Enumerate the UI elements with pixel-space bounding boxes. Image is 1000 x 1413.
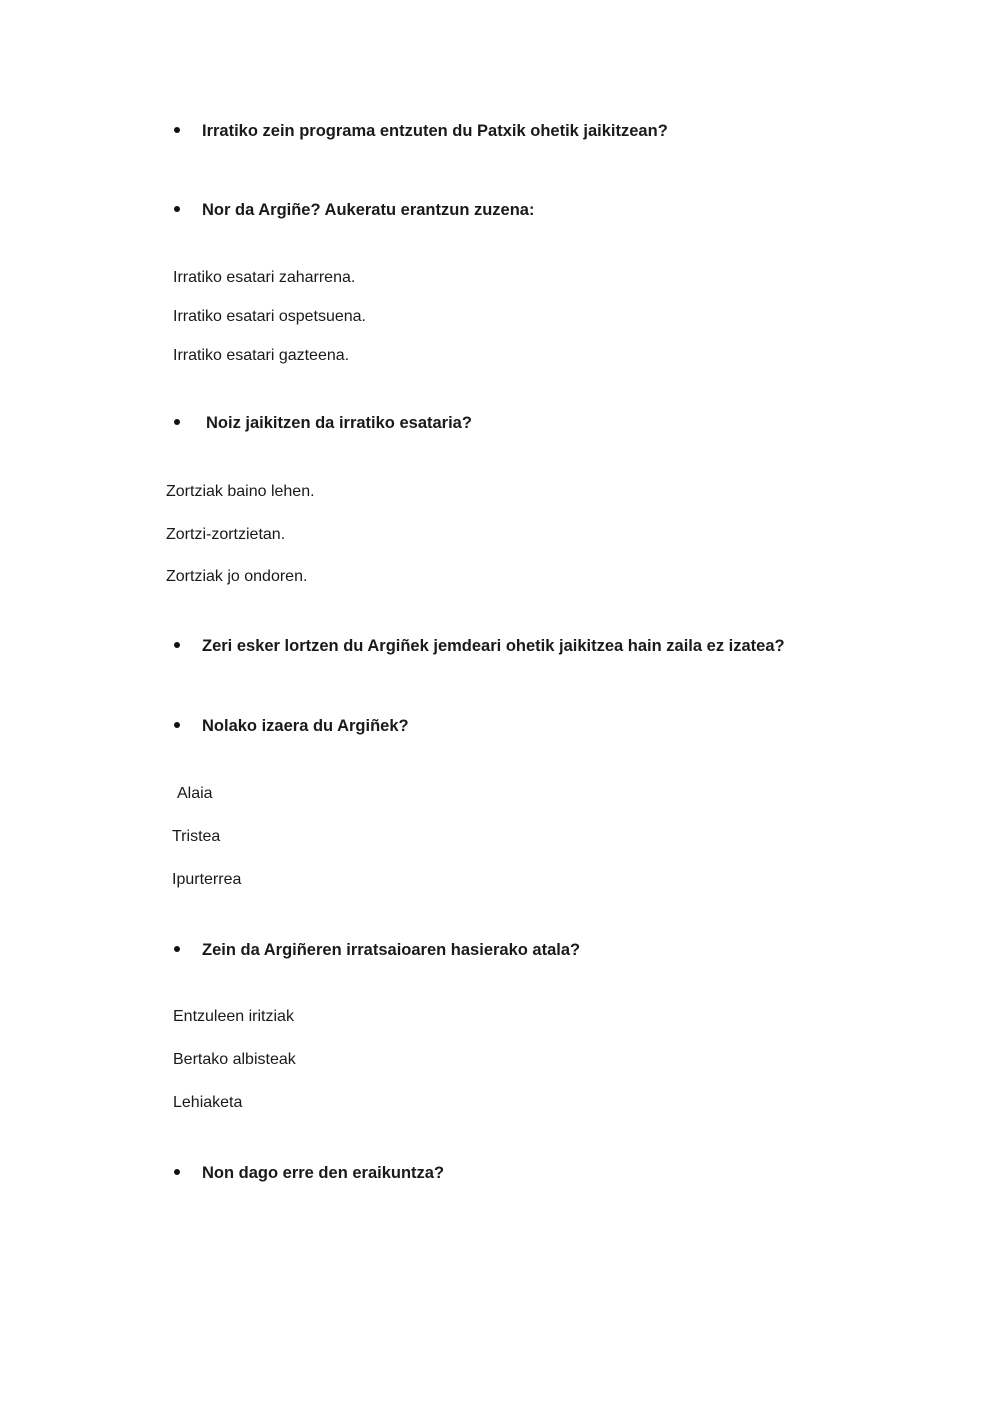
question-6	[174, 940, 580, 960]
bullet-icon	[174, 722, 180, 728]
question-1	[174, 121, 668, 141]
question-1-text: Irratiko zein programa entzuten du Patxik ohetik jaikitzean?	[202, 122, 668, 140]
question-3-option-1: Zortziak baino lehen.	[166, 483, 315, 500]
bullet-icon	[174, 946, 180, 952]
question-2-option-1: Irratiko esatari zaharrena.	[173, 269, 356, 286]
question-6-option-1: Entzuleen iritziak	[173, 1008, 294, 1025]
question-6-option-2: Bertako albisteak	[173, 1051, 296, 1068]
question-2-option-3: Irratiko esatari gazteena.	[173, 347, 350, 364]
question-3-option-2: Zortzi-zortzietan.	[166, 526, 286, 543]
bullet-icon	[174, 1169, 180, 1175]
bullet-icon	[174, 419, 180, 425]
question-2-text: Nor da Argiñe? Aukeratu erantzun zuzena:	[202, 201, 535, 219]
question-5-option-2: Tristea	[172, 828, 221, 845]
question-3-text: Noiz jaikitzen da irratiko esataria?	[206, 414, 472, 432]
question-4-text: Zeri esker lortzen du Argiñek jemdeari ohetik jaikitzea hain zaila ez izatea?	[202, 637, 785, 655]
question-2-option-2: Irratiko esatari ospetsuena.	[173, 308, 366, 325]
question-5-text: Nolako izaera du Argiñek?	[202, 717, 409, 735]
bullet-icon	[174, 206, 180, 212]
question-5-option-3: Ipurterrea	[172, 871, 242, 888]
question-4	[174, 636, 785, 656]
question-6-text: Zein da Argiñeren irratsaioaren hasierako atala?	[202, 941, 581, 959]
question-7-text: Non dago erre den eraikuntza?	[202, 1164, 445, 1182]
question-3	[174, 413, 472, 433]
question-5-option-1: Alaia	[177, 785, 213, 802]
question-7	[174, 1163, 444, 1183]
bullet-icon	[174, 127, 180, 133]
bullet-icon	[174, 642, 180, 648]
question-5	[174, 716, 409, 736]
question-2	[174, 200, 534, 220]
question-3-option-3: Zortziak jo ondoren.	[166, 568, 308, 585]
question-6-option-3: Lehiaketa	[173, 1094, 243, 1111]
